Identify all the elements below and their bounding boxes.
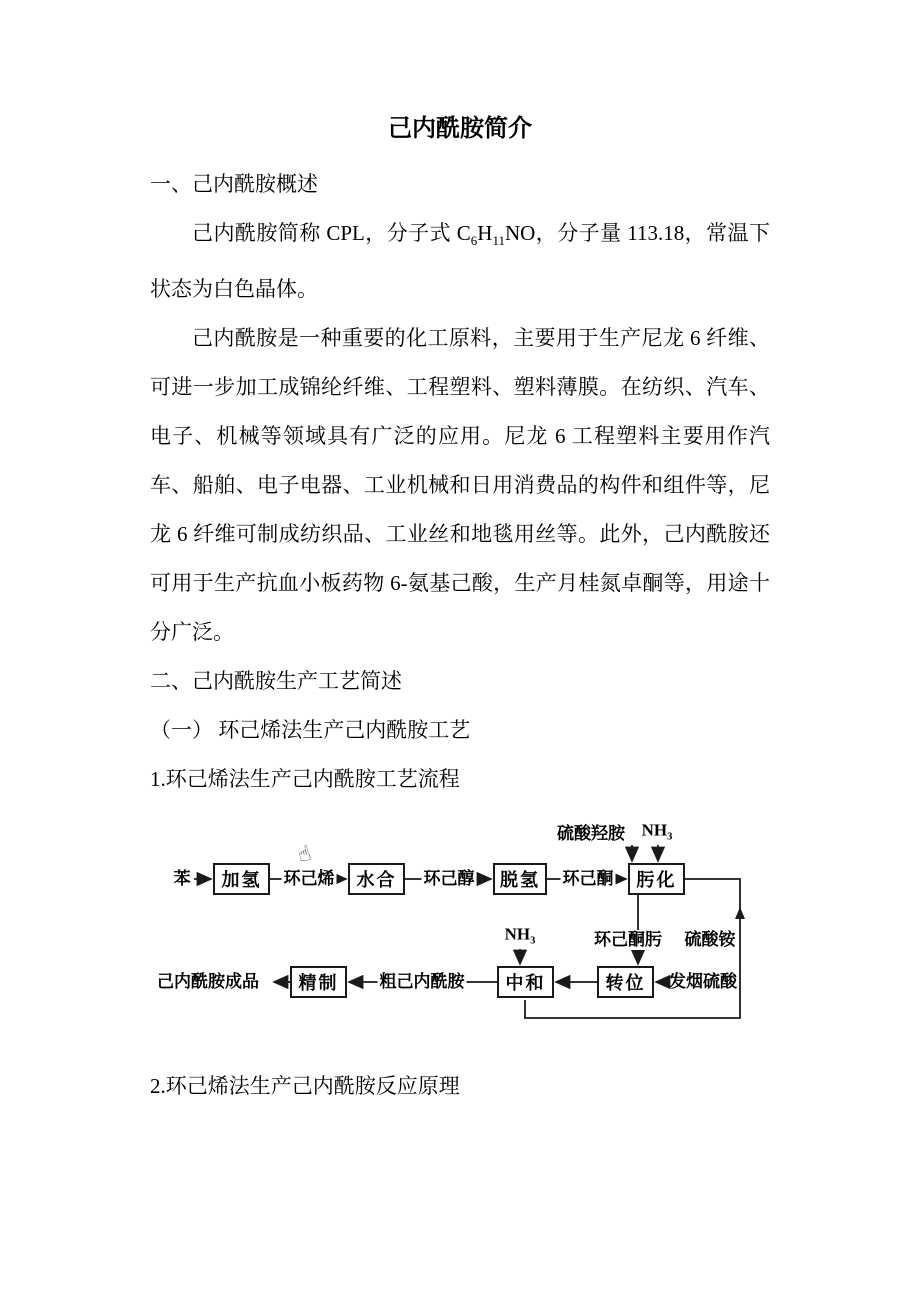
nh3-mid-text: NH	[504, 924, 531, 944]
diagram-label-cyclohexene: 环己烯	[283, 869, 335, 889]
diagram-label-oleum: 发烟硫酸	[669, 972, 737, 992]
paragraph-cpl-overview	[150, 209, 770, 314]
diagram-label-cyclohexanone-oxime: 环己酮肟	[594, 930, 662, 950]
reaction-principle-caption: 2.环己烯法生产己内酰胺反应原理	[150, 1074, 460, 1099]
diagram-label-product: 己内酰胺成品	[157, 972, 259, 992]
flow-diagram-lines	[150, 818, 770, 1060]
paragraph-applications: 己内酰胺是一种重要的化工原料，主要用于生产尼龙 6 纤维、可进一步加工成锦纶纤维、工程塑料、塑料薄膜。在纺织、汽车、电子、机械等领域具有广泛的应用。尼龙 6 工程塑料主要用作汽车、船舶、电子电器、工业机械和日用消费品的构件和组件等，尼龙 6 纤维可制成纺织品、工业丝和地毯用丝等。此外，己内酰胺还可用于生产抗血小板药物 6-氨基己酸，生产月桂氮卓酮等，用途十分广泛。	[150, 326, 770, 645]
nh3-top-subscript: 3	[667, 831, 673, 843]
diagram-label-nh3-top	[640, 820, 675, 847]
diagram-label-hydroxylamine-sulfate: 硫酸羟胺	[557, 824, 625, 844]
diagram-label-ammonium-sulfate: 硫酸铵	[684, 930, 736, 950]
section2-heading: 二、己内酰胺生产工艺简述	[150, 669, 402, 694]
p1-text-2: H	[477, 221, 493, 245]
hand-cursor-icon: ☝	[295, 840, 314, 868]
formula-subscript-6: 6	[470, 233, 478, 249]
diagram-label-nh3-mid	[503, 924, 538, 951]
diagram-label-crude-caprolactam: 粗己内酰胺	[379, 972, 465, 992]
section1-heading: 一、己内酰胺概述	[150, 172, 318, 196]
nh3-top-text: NH	[641, 820, 668, 840]
p1-text-1: 己内酰胺简称 CPL，分子式 C	[192, 221, 471, 245]
formula-subscript-11: 11	[492, 233, 506, 249]
flow-diagram-caption: 1.环己烯法生产己内酰胺工艺流程	[150, 767, 460, 792]
diagram-box-hydration: 水合	[348, 863, 405, 895]
diagram-label-cyclohexanol: 环己醇	[423, 869, 475, 889]
p1-text-3: NO，分子量 113.18，常温下状态为白色晶体。	[150, 221, 770, 302]
diagram-box-oximation: 肟化	[628, 863, 685, 895]
diagram-box-hydrogenation: 加氢	[213, 863, 270, 895]
diagram-box-dehydrogenation: 脱氢	[493, 863, 547, 895]
diagram-label-cyclohexanone: 环己酮	[562, 869, 614, 889]
nh3-mid-subscript: 3	[530, 935, 536, 947]
diagram-label-benzene: 苯	[173, 869, 191, 889]
diagram-box-neutralization: 中和	[497, 966, 554, 998]
section2-sub-heading: （一） 环己烯法生产己内酰胺工艺	[150, 718, 471, 743]
document-title: 己内酰胺简介	[388, 116, 532, 142]
diagram-box-rearrangement: 转位	[597, 966, 654, 998]
diagram-box-refining: 精制	[290, 966, 347, 998]
process-flow-diagram	[150, 818, 770, 1060]
